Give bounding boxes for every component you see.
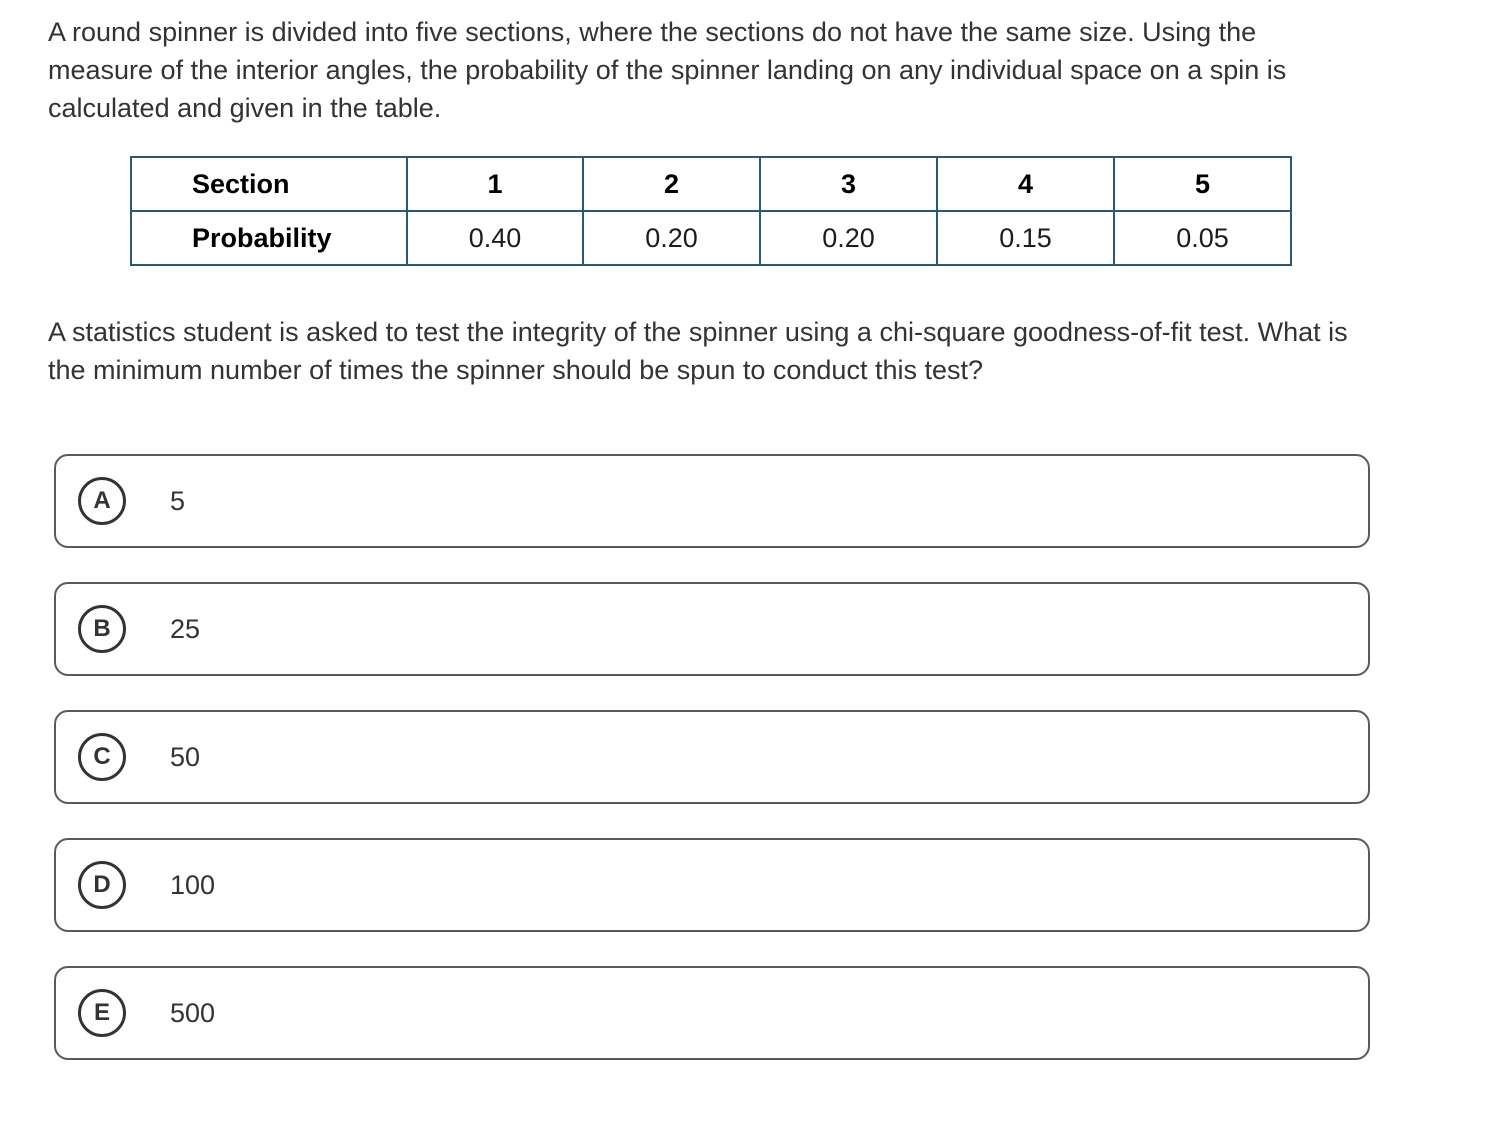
choice-text: 5 [170,485,186,516]
choice-letter-badge: D [78,861,126,909]
choice-text: 500 [170,997,216,1028]
choice-text: 25 [170,613,201,644]
row-header-section: Section [131,157,407,211]
table-row-probability [131,211,1291,265]
choice-text: 100 [170,869,216,900]
probability-cell-3: 0.20 [760,211,937,265]
probability-cell-2: 0.20 [583,211,760,265]
choice-letter-badge: A [78,477,126,525]
section-cell-2: 2 [583,157,760,211]
row-header-probability: Probability [131,211,407,265]
choice-letter-badge: B [78,605,126,653]
section-cell-1: 1 [407,157,583,211]
section-cell-3: 3 [760,157,937,211]
probability-table [130,156,1292,266]
question-stem: A round spinner is divided into five sections, where the sections do not have the same size. Using the measure of the interior angles, the probability of the spinner landing on any individual space on a spin is calculated and given in the table. [48,17,1287,123]
question-prompt: A statistics student is asked to test the integrity of the spinner using a chi-square goodness-of-fit test. What is the minimum number of times the spinner should be spun to conduct this test? [48,317,1348,385]
answer-choices [54,454,1370,1094]
choice-e-button[interactable] [54,966,1370,1060]
choice-letter-badge: C [78,733,126,781]
probability-cell-5: 0.05 [1114,211,1291,265]
choice-c-button[interactable] [54,710,1370,804]
choice-text: 50 [170,741,201,772]
choice-b-button[interactable] [54,582,1370,676]
choice-d-button[interactable] [54,838,1370,932]
section-cell-4: 4 [937,157,1114,211]
probability-cell-1: 0.40 [407,211,583,265]
probability-cell-4: 0.15 [937,211,1114,265]
choice-letter-badge: E [78,989,126,1037]
choice-a-button[interactable] [54,454,1370,548]
section-cell-5: 5 [1114,157,1291,211]
table-row-section [131,157,1291,211]
